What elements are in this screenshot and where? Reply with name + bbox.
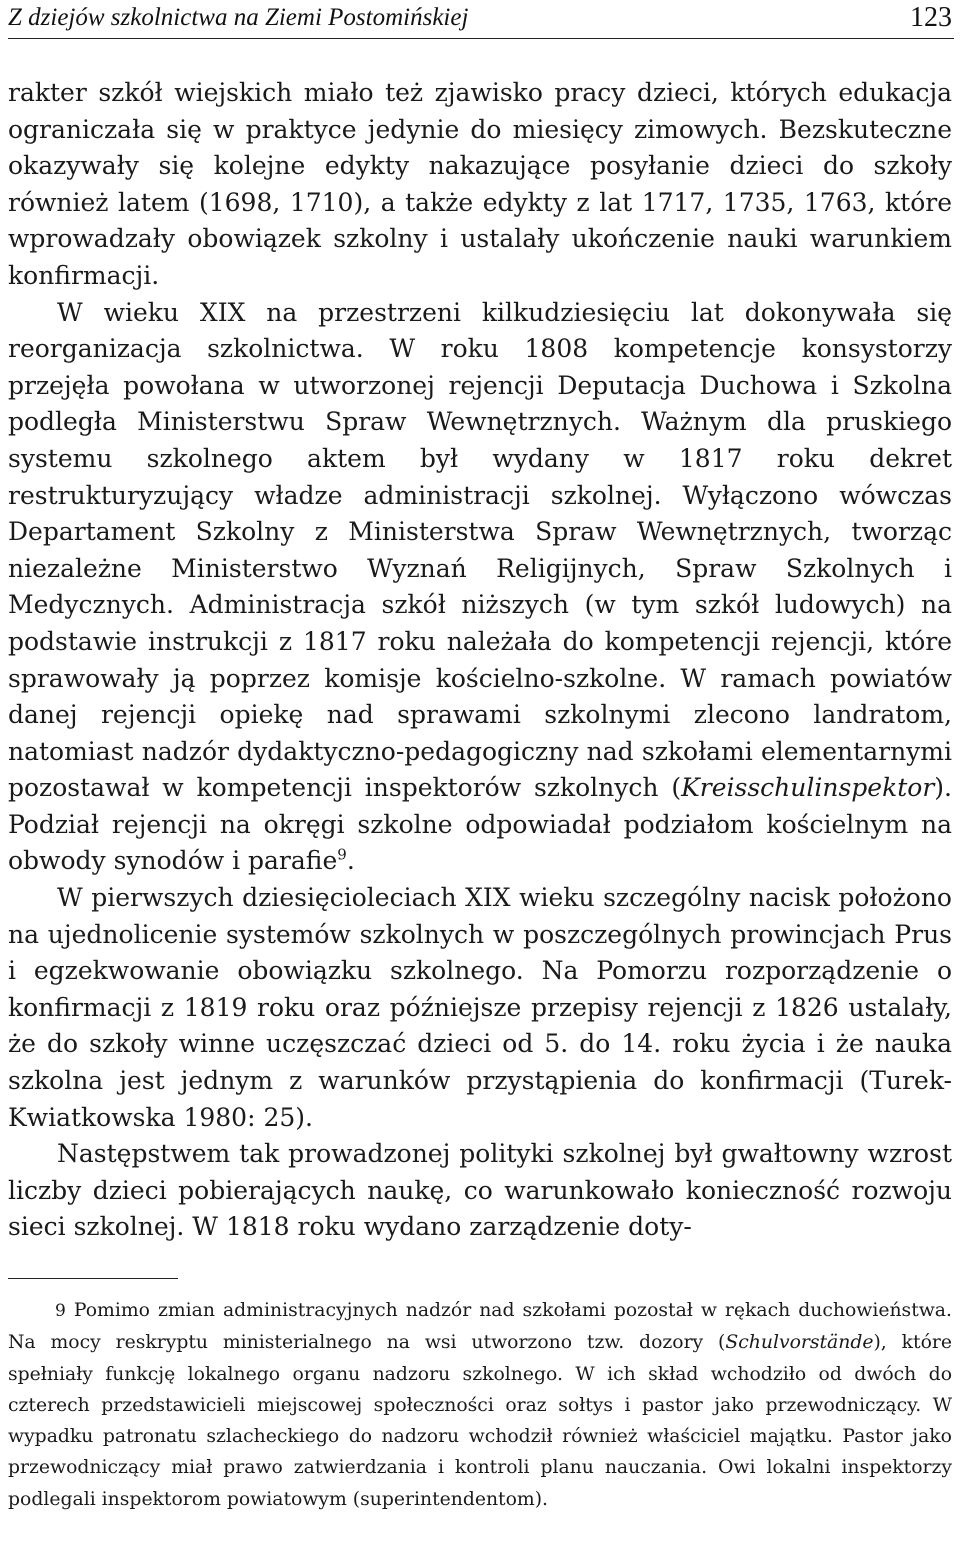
footnote-text-a: Pomimo zmian administracyjnych nadzór nad szkołami pozostał w rękach duchowieństwa. Na mocy reskryptu ministerialnego na wsi utworzono tzw. dozory (: [8, 1300, 952, 1354]
paragraph-3: [8, 880, 952, 1136]
paragraph-1-text: rakter szkół wiejskich miało też zjawisko pracy dzieci, których edukacja ograniczała się w praktyce jedynie do miesięcy zimowych. Bezskuteczne okazywały się kolejne edykty nakazujące posyłanie dzieci do szkoły również latem (1698, 1710), a także edykty z lat 1717, 1735, 1763, które wprowadzały obowiązek szkolny i ustalały ukończenie nauki warunkiem konfirmacji.: [8, 78, 952, 290]
footnote-number: 9: [55, 1301, 66, 1321]
footnote-reference: 9: [337, 846, 347, 865]
running-title: Z dziejów szkolnictwa na Ziemi Postomińskiej: [8, 4, 469, 31]
paragraph-2-text-b: ). Podział rejencji na okręgi szkolne odpowiadał podziałom kościelnym na obwody synodów i parafie: [8, 773, 952, 876]
paragraph-2-text-a: W wieku XIX na przestrzeni kilkudziesięciu lat dokonywała się reorganizacja szkolnictwa. W roku 1808 kompetencje konsystorzy przejęła powołana w utworzonej rejencji Deputacja Duchowa i Szkolna podległa Ministerstwu Spraw Wewnętrznych. Ważnym dla pruskiego systemu szkolnego aktem był wydany w 1817 roku dekret restrukturyzujący władze administracji szkolnej. Wyłączono wówczas Departament Szkolny z Ministerstwa Spraw Wewnętrznych, tworząc niezależne Ministerstwo Wyznań Religijnych, Spraw Szkolnych i Medycznych. Administracja szkół niższych (w tym szkół ludowych) na podstawie instrukcji z 1817 roku należała do kompetencji rejencji, które sprawowały ją poprzez komisje kościelno-szkolne. W ramach powiatów danej rejencji opiekę nad sprawami szkolnymi zlecono landratom, natomiast nadzór dydaktyczno-pedagogiczny nad szkołami elementarnymi pozostawał w kompetencji inspektorów szkolnych (: [8, 297, 952, 803]
paragraph-2-italic-term: Kreisschulinspektor: [681, 773, 935, 803]
footnote-italic-term: Schulvorstände: [725, 1332, 874, 1354]
page-header: [8, 0, 954, 39]
footnote-text-b: ), które spełniały funkcję lokalnego organu nadzoru szkolnego. W ich skład wchodziło od dwóch do czterech przedstawicieli miejscowej społeczności oraz sołtys i pastor jako przewodniczący. W wypadku patronatu szlacheckiego do nadzoru wchodził również właściciel majątku. Pastor jako przewodniczący miał prawo zatwierdzania i kontroli planu nauczania. Owi lokalni inspektorzy podlegali inspektorom powiatowym (superintendentom).: [8, 1332, 952, 1510]
footnote: [8, 1295, 952, 1515]
paragraph-1: [8, 75, 952, 295]
footnote-separator: [8, 1278, 178, 1279]
paragraph-2: [8, 295, 952, 881]
paragraph-4-text: Następstwem tak prowadzonej polityki szkolnej był gwałtowny wzrost liczby dzieci pobierających naukę, co warunkowało konieczność rozwoju sieci szkolnej. W 1818 roku wydano zarządzenie doty-: [8, 1139, 952, 1242]
main-text: [8, 75, 952, 1246]
paragraph-3-text: W pierwszych dziesięcioleciach XIX wieku szczególny nacisk położono na ujednolicenie systemów szkolnych w poszczególnych prowincjach Prus i egzekwowanie obowiązku szkolnego. Na Pomorzu rozporządzenie o konfirmacji z 1819 roku oraz późniejsze przepisy rejencji z 1826 ustalały, że do szkoły winne uczęszczać dzieci od 5. do 14. roku życia i że nauka szkolna jest jednym z warunków przystąpienia do konfirmacji (Turek-Kwiatkowska 1980: 25).: [8, 883, 952, 1132]
paragraph-4: [8, 1136, 952, 1246]
paragraph-2-text-c: .: [346, 846, 355, 876]
page-number: 123: [910, 2, 952, 33]
